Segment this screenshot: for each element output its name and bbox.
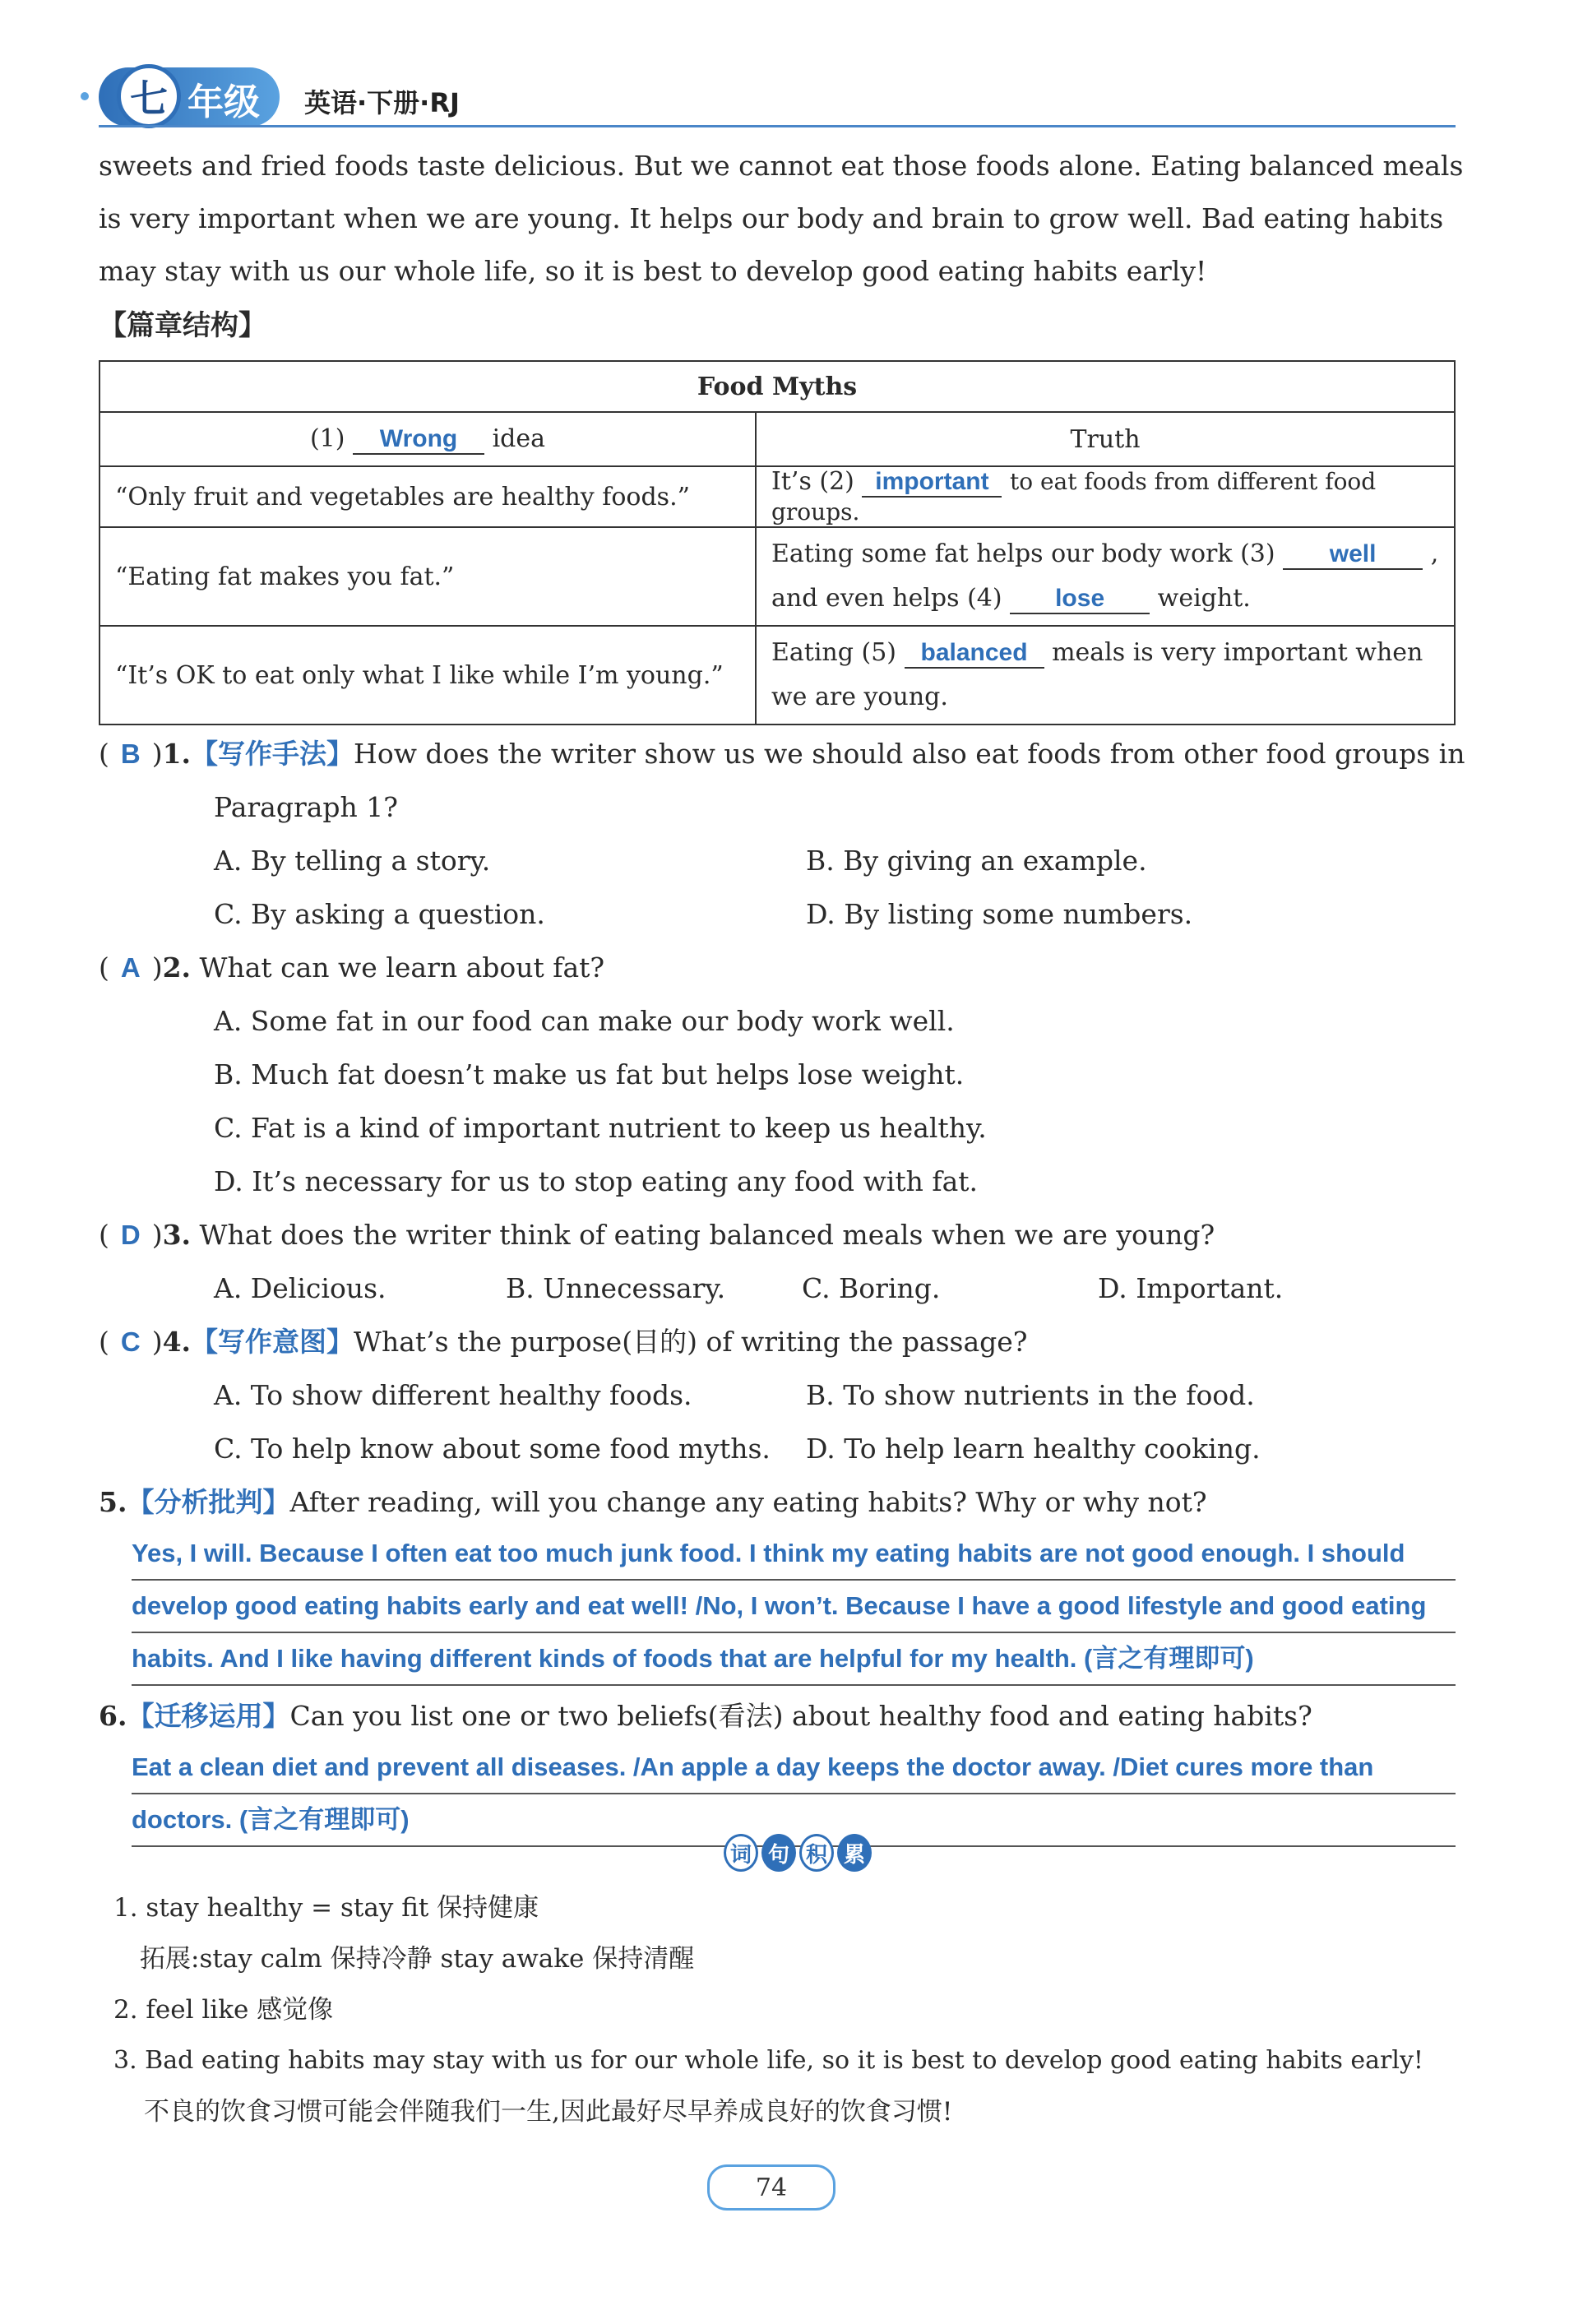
passage-line: may stay with us our whole life, so it is best to develop good eating habits early! (99, 255, 1207, 287)
table-header-right: Truth (756, 412, 1455, 466)
answer-blank: Wrong (353, 425, 484, 455)
answer-choice: B (120, 738, 141, 769)
table-cell: “It’s OK to eat only what I like while I’m young.” (100, 626, 756, 725)
vocab-extension: 拓展:stay calm 保持冷静 stay awake 保持清醒 (140, 1944, 695, 1974)
option: A. Delicious. (214, 1272, 386, 1304)
question-5: 5.【分析批判】After reading, will you change any eating habits? Why or why not? (99, 1486, 1207, 1518)
answer-line: habits. And I like having different kinds of foods that are helpful for my health. (言之有理即可) (132, 1633, 1456, 1686)
option: D. It’s necessary for us to stop eating any food with fat. (214, 1165, 978, 1197)
decor-dot (81, 92, 89, 100)
page-header (99, 67, 1456, 132)
subject-label: 英语·下册·RJ (304, 87, 460, 118)
table-header-left: (1) Wrong idea (100, 412, 756, 466)
option: D. To help learn healthy cooking. (806, 1433, 1261, 1465)
answer-choice: C (120, 1326, 141, 1357)
question-6: 6.【迁移运用】Can you list one or two beliefs(看法) about healthy food and eating habits? (99, 1700, 1312, 1732)
table-cell: “Eating fat makes you fat.” (100, 527, 756, 626)
question-tag: 【分析批判】 (127, 1486, 290, 1518)
passage-line: is very important when we are young. It helps our body and brain to grow well. Bad eating habits (99, 202, 1444, 234)
grade-char: 七 (117, 64, 181, 128)
table-title: Food Myths (100, 361, 1455, 412)
answer-line: develop good eating habits early and eat well! /No, I won’t. Because I have a good lifestyle and good eating (132, 1581, 1456, 1633)
table-cell: Eating (5) balanced meals is very important when we are young. (756, 626, 1455, 725)
section-heading: 【篇章结构】 (99, 309, 266, 342)
vocab-item: 2. feel like 感觉像 (113, 1995, 334, 2025)
question-text: Paragraph 1? (214, 791, 398, 823)
option: B. Unnecessary. (506, 1272, 726, 1304)
option: C. To help know about some food myths. (214, 1433, 771, 1465)
vocab-section-title: 词 句 积 累 (724, 1834, 872, 1875)
answer-blank: lose (1010, 585, 1150, 614)
answer-line: Yes, I will. Because I often eat too much junk food. I think my eating habits are not good enough. I should (132, 1528, 1456, 1581)
option: D. By listing some numbers. (806, 898, 1193, 930)
table-cell: It’s (2) important to eat foods from different food groups. (756, 466, 1455, 527)
question-3: ( D )3. What does the writer think of eating balanced meals when we are young? (99, 1219, 1215, 1251)
answer-line: Eat a clean diet and prevent all diseases. /An apple a day keeps the doctor away. /Diet cures more than (132, 1742, 1456, 1794)
question-tag: 【写作意图】 (191, 1326, 354, 1358)
food-myths-table (99, 360, 1456, 725)
question-tag: 【写作手法】 (191, 738, 354, 770)
answer-blank: balanced (905, 639, 1044, 669)
option: A. Some fat in our food can make our body work well. (214, 1005, 955, 1037)
answer-blank: well (1283, 540, 1423, 570)
question-1: ( B )1.【写作手法】How does the writer show us we should also eat foods from other food groups in (99, 738, 1465, 770)
header-rule (99, 125, 1456, 127)
answer-line: doctors. (言之有理即可) (132, 1794, 1456, 1847)
answer-choice: D (120, 1220, 141, 1250)
option: B. By giving an example. (806, 845, 1147, 877)
option: D. Important. (1098, 1272, 1284, 1304)
vocab-item: 3. Bad eating habits may stay with us for our whole life, so it is best to develop good eating habits early! (113, 2046, 1423, 2075)
question-2: ( A )2. What can we learn about fat? (99, 951, 605, 984)
option: A. To show different healthy foods. (214, 1379, 692, 1411)
option: C. Boring. (802, 1272, 941, 1304)
passage-line: sweets and fried foods taste delicious. But we cannot eat those foods alone. Eating balanced meals (99, 150, 1464, 182)
vocab-translation: 不良的饮食习惯可能会伴随我们一生,因此最好尽早养成良好的饮食习惯! (144, 2097, 953, 2127)
answer-blank: important (862, 468, 1002, 498)
grade-label: 年级 (187, 81, 260, 123)
option: B. To show nutrients in the food. (806, 1379, 1255, 1411)
option: B. Much fat doesn’t make us fat but helps lose weight. (214, 1058, 965, 1090)
question-tag: 【迁移运用】 (127, 1700, 290, 1732)
vocab-item: 1. stay healthy = stay fit 保持健康 (113, 1893, 539, 1923)
page-number: 74 (707, 2164, 835, 2211)
page (99, 0, 1465, 2324)
answer-choice: A (120, 952, 141, 983)
option: C. Fat is a kind of important nutrient to keep us healthy. (214, 1112, 987, 1144)
question-4: ( C )4.【写作意图】What’s the purpose(目的) of writing the passage? (99, 1326, 1028, 1358)
option: C. By asking a question. (214, 898, 545, 930)
option: A. By telling a story. (214, 845, 491, 877)
table-cell: Eating some fat helps our body work (3) well , and even helps (4) lose weight. (756, 527, 1455, 626)
table-cell: “Only fruit and vegetables are healthy foods.” (100, 466, 756, 527)
